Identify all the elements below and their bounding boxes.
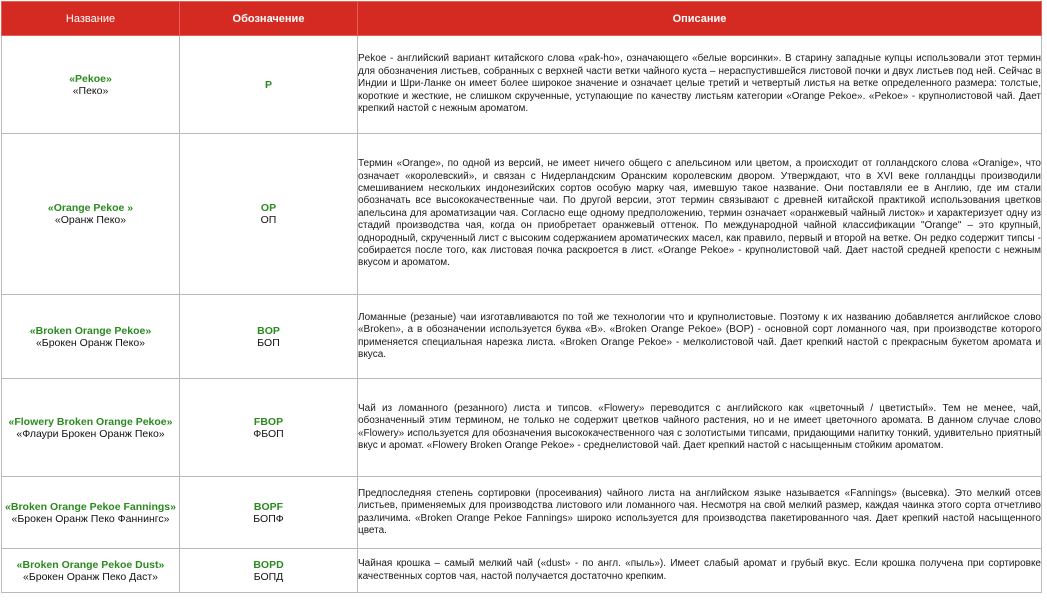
name-en: «Broken Orange Pekoe Fannings» [5,500,176,513]
table-row [2,295,1042,379]
name-ru: «Брокен Оранж Пеко Даст» [23,570,158,583]
tea-grades-table [1,1,1042,593]
code-ru: БОПД [253,570,284,583]
description-cell: Ломанные (резаные) чаи изготавливаются по той же технологии что и крупнолистовые. Поэтому к их названию добавляется английское слово «Broken», а в обозначении используется буква «B». «Broken Orange Pekoe» (BOP) - основной сорт ломанного чая, при производстве которого применяется специальная нарезка листа. «Broken Orange Pekoe» - мелколистовой чай. Дает крепкий настой с прекрасным букетом аромата и вкуса. [358,295,1042,379]
name-cell [2,549,180,593]
code-cell [180,36,358,134]
name-en: «Pekoe» [69,72,112,85]
description-cell: Чай из ломанного (резанного) листа и типсов. «Flowery» переводится с английского как «цветочный / цветистый». Тем не менее, чай, обозначенный этим термином, не только не содержит цветков чайного растения, но и не имеет цветочного аромата. В данном случае слово «Flowery» используется для обозначения высококачественного чая с золотистыми типсами, придающими напитку тонкий, удивительно приятный вкус и аромат. «Flowery Broken Orange Pekoe» - среднелистовой чай. Дает крепкий настой с насыщенным стойким ароматом. [358,379,1042,477]
code-ru: БОПФ [253,512,284,525]
table-row [2,379,1042,477]
table-row [2,36,1042,134]
code-cell [180,379,358,477]
code-cell [180,295,358,379]
code-cell [180,477,358,549]
name-cell [2,134,180,295]
code-ru: ФБОП [253,427,284,440]
code-en: BOP [257,324,280,337]
code-en: BOPF [253,500,284,513]
name-cell [2,36,180,134]
name-ru: «Брокен Оранж Пеко» [35,336,146,349]
name-en: «Broken Orange Pekoe Dust» [16,558,165,571]
table-row [2,549,1042,593]
header-row [2,2,1042,36]
name-ru: «Флаури Брокен Оранж Пеко» [16,427,165,440]
name-en: «Flowery Broken Orange Pekoe» [8,415,173,428]
code-en: P [264,78,272,91]
description-cell: Чайная крошка – самый мелкий чай («dust» - по англ. «пыль»). Имеет слабый аромат и грубый вкус. Если крошка получена при сортировке качественных сортов чая, настой получается достаточно крепким. [358,549,1042,593]
name-en: «Orange Pekoe » [47,202,134,214]
description-cell: Термин «Orange», по одной из версий, не имеет ничего общего с апельсином или цветом, а происходит от голландского слова «Oranige», что означает «королевский», и связан с Нидерландским Оранским королевским двором. Утверждают, что в XVI веке голландцы производили смешиванием нескольких индонезийских сортов особую марку чая, имевшую такое название. Они поставляли ее в Англию, где им стали обозначать все высококачественные чаи. По другой версии, этот термин связывают с древней китайской практикой использования цветков апельсина для ароматизации чая. Согласно еще одному предположению, термин означает «оранжевый чайный листок» и характеризует одну из стадий производства чая, когда он приобретает оранжевый оттенок. По международной чайной классификации "Orange" – это крупный, однородный, скрученный лист с высоким содержанием ароматических масел, как правило, первый и второй на ветке. Он редко содержит типсы - собирается после того, как листовая почка раскроется в лист. «Orange Pekoe» - крупнолистовой чай. Дает настой средней крепости с нежным вкусом и ароматом. [358,134,1042,295]
header-name: Название [2,2,180,36]
description-cell: Pekoe - английский вариант китайского слова «pak-ho», означающего «белые ворсинки». В старину западные купцы использовали этот термин для обозначения листьев, собранных с верхней части ветки чайного куста – нераспустившейся листовой почки и двух листьев под ней. Сейчас в Индии и Шри-Ланке он имеет более широкое значение и означает целые третий и четвертый листья на ветке определенного размера: толстые, короткие и жесткие, не слишком скрученные, уступающие по качеству листьям категории «Orange Pekoe». «Pekoe» - крупнолистовой чай. Дает крепкий настой с нежным ароматом. [358,36,1042,134]
name-en: «Broken Orange Pekoe» [29,324,152,337]
header-description: Описание [358,2,1042,36]
name-ru: «Оранж Пеко» [54,214,127,226]
name-ru: «Пеко» [72,84,109,97]
code-en: BOPD [253,558,284,571]
name-cell [2,295,180,379]
code-cell [180,134,358,295]
header-code: Обозначение [180,2,358,36]
code-ru: БОП [257,336,280,349]
code-ru: ОП [260,214,277,226]
code-cell [180,549,358,593]
code-en: OP [260,202,277,214]
code-en: FBOP [253,415,284,428]
description-cell: Предпоследняя степень сортировки (просеивания) чайного листа на английском языке называется «Fannings» (высевка). Это мелкий отсев листьев, применяемых для производства листового или ломанного чая. Несмотря на свой мелкий размер, каждая чаинка этого сорта отчетливо различима. «Broken Orange Pekoe Fannings» широко используется для производства пакетированного чая. Дает крепкий настой насыщенного цвета. [358,477,1042,549]
table-row [2,477,1042,549]
name-ru: «Брокен Оранж Пеко Фаннингс» [11,512,170,525]
name-cell [2,379,180,477]
name-cell [2,477,180,549]
table-row [2,134,1042,295]
